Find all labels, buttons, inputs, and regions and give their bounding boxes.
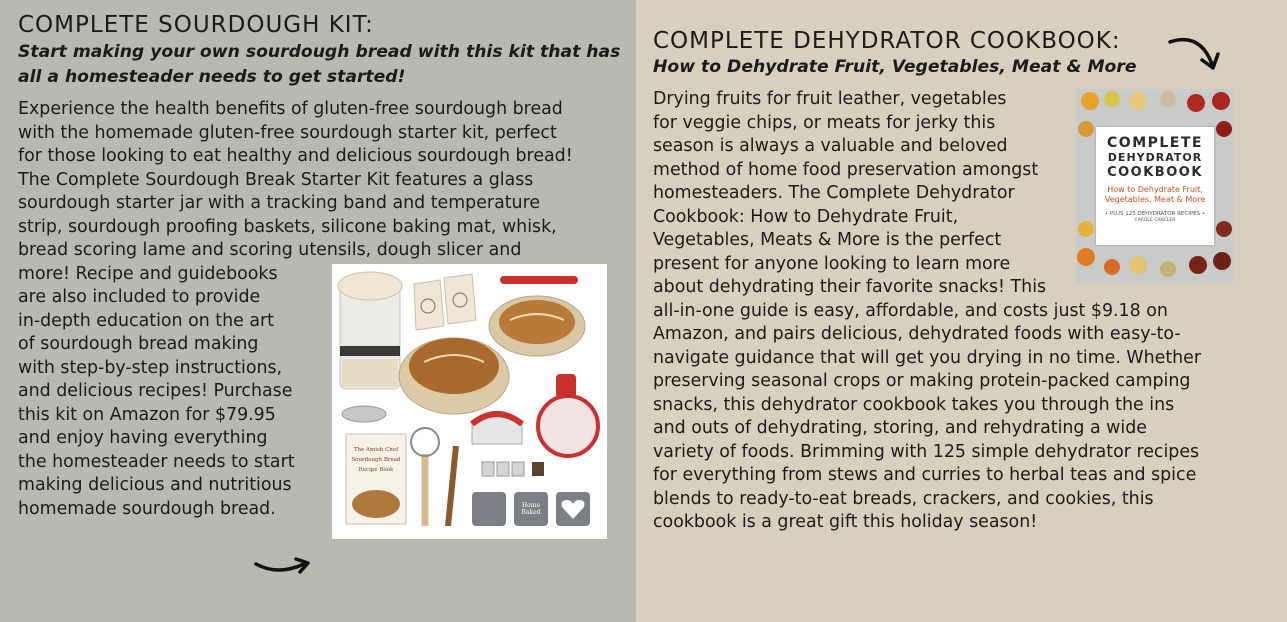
- recipe-book-title-line3: Recipe Book: [358, 467, 394, 473]
- book-cover-subtitle: How to Dehydrate Fruit, Vegetables, Meat & More: [1104, 185, 1206, 204]
- book-cover-line1: COMPLETE: [1107, 135, 1203, 151]
- sourdough-description: Experience the health benefits of gluten-free sourdough bread with the homemade gluten-free sourdough starter kit, perfect for those looking to eat healthy and delicious sourdough bread! The Complete Sourdough Break Starter Kit features a glass sourdough starter jar with a tracking band and temperature strip, sourdough proofing baskets, silicone baking mat, whisk, bread scoring lame and scoring utensils, dough slicer and more! Recipe and guidebooks are also included to provide in-depth education on the art of sourdough bread making with step-by-step instructions, and delicious recipes! Purchase this kit on Amazon for $79.95 and enjoy having everything the homesteader needs to start making delicious and nutritious homemade sourdough bread.: [18, 99, 573, 519]
- book-cover-title-card: [1096, 127, 1214, 245]
- stencil-home-baked: Home Baked: [521, 502, 541, 516]
- sourdough-kit-panel: [0, 0, 636, 622]
- recipe-book-title-line1: The Amish Chef: [353, 447, 399, 453]
- recipe-book-title-line2: Sourdough Bread: [351, 457, 401, 463]
- book-cover-tagline: • PLUS 125 DEHYDRATOR RECIPES •: [1104, 211, 1206, 217]
- dehydrator-subtitle: How to Dehydrate Fruit, Vegetables, Meat & More: [653, 57, 1137, 77]
- book-cover-line3: COOKBOOK: [1107, 165, 1203, 180]
- arrow-down-right-icon: [1166, 28, 1224, 76]
- sourdough-subtitle: Start making your own sourdough bread with this kit that has all a homesteader needs to get started!: [18, 42, 621, 87]
- dehydrator-description: Drying fruits for fruit leather, vegetables for veggie chips, or meats for jerky this season is always a valuable and beloved method of home food preservation amongst homesteaders. The Complete Dehydrator Cookbook: How to Dehydrate Fruit, Vegetables, Meats & More is the perfect present for anyone looking to learn more about dehydrating their favorite snacks! This all-in-one guide is easy, affordable, and costs just $9.18 on Amazon, and pairs delicious, dehydrated foods with easy-to- navigate guidance that will get you drying in no time. Whether preserving seasonal crops or making protein-packed camping snacks, this dehydrator cookbook takes you through the ins and outs of dehydrating, storing, and rehydrating a wide variety of foods. Brimming with 125 simple dehydrator recipes for everything from stews and curries to herbal teas and spice blends to ready-to-eat breads, crackers, and cookies, this cookbook is a great gift this holiday season!: [653, 89, 1202, 532]
- dehydrator-title: COMPLETE DEHYDRATOR COOKBOOK:: [653, 28, 1121, 54]
- arrow-right-icon: [252, 550, 316, 580]
- dehydrator-book-cover: [1076, 89, 1234, 283]
- sourdough-title: COMPLETE SOURDOUGH KIT:: [18, 12, 374, 38]
- book-cover-author: CAROLE CANCLER: [1134, 218, 1176, 223]
- dehydrator-cookbook-panel: [636, 0, 1287, 622]
- sourdough-kit-image: [332, 264, 607, 539]
- book-cover-line2: DEHYDRATOR: [1107, 151, 1203, 164]
